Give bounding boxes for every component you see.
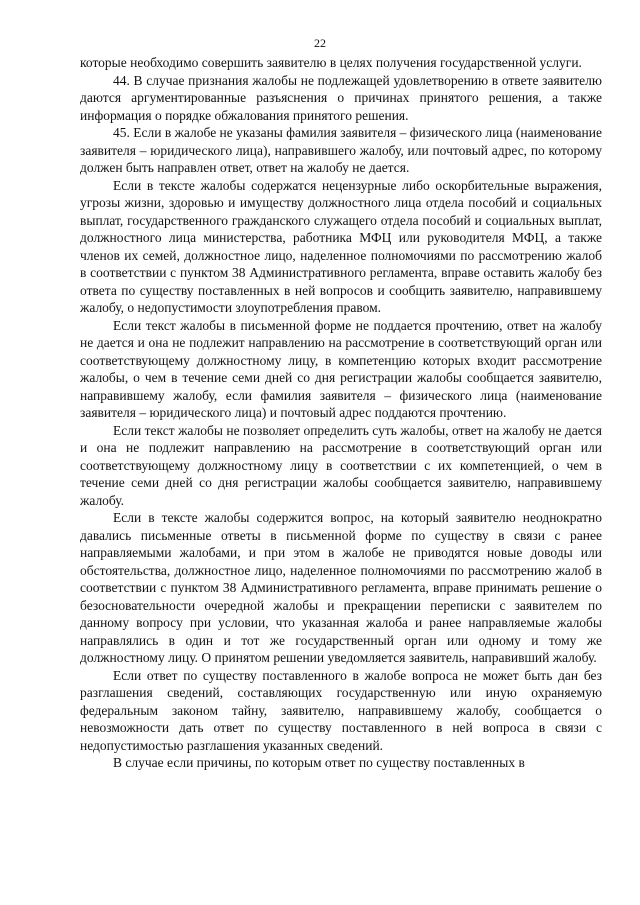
paragraph: которые необходимо совершить заявителю в целях получения государственной услуги. (80, 55, 582, 70)
document-body (80, 54, 602, 772)
paragraph: Если текст жалобы не позволяет определить суть жалобы, ответ на жалобу не дается и она не подлежит направлению на рассмотрение в соответствующий орган или соответствующему должностному лицу в соответствии с их компетенцией, о чем в течение семи дней со дня регистрации жалобы сообщается заявителю, направившему жалобу. (80, 422, 602, 508)
paragraph: 44. В случае признания жалобы не подлежащей удовлетворению в ответе заявителю даются аргументированные разъяснения о причинах принятого решения, а также информация о порядке обжалования принятого решения. (80, 72, 602, 123)
paragraph: Если в тексте жалобы содержится вопрос, на который заявителю неоднократно давались письменные ответы в письменной форме по существу в связи с ранее направляемыми жалобами, и при этом в жалобе не приводятся новые доводы или обстоятельства, должностное лицо, наделенное полномочиями по рассмотрению жалоб в соответствии с пунктом 38 Административного регламента, вправе принимать решение о безосновательности очередной жалобы и прекращении переписки с заявителем по данному вопросу при условии, что указанная жалоба и ранее направляемые жалобы направлялись в один и тот же государственный орган или одному и тому же должностному лицу. О принятом решении уведомляется заявитель, направивший жалобу. (80, 510, 602, 665)
page-number: 22 (314, 36, 326, 50)
paragraph: Если в тексте жалобы содержатся нецензурные либо оскорбительные выражения, угрозы жизни, здоровью и имуществу должностного лица отдела пособий и социальных выплат, государственного гражданского служащего отдела пособий и социальных выплат, должностного лица министерства, работника МФЦ или руководителя МФЦ, а также членов их семей, должностное лицо, наделенное полномочиями по рассмотрению жалоб в соответствии с пунктом 38 Административного регламента, вправе оставить жалобу без ответа по существу поставленных в ней вопросов и сообщить заявителю, направившему жалобу, о недопустимости злоупотребления правом. (80, 177, 602, 315)
paragraph: Если ответ по существу поставленного в жалобе вопроса не может быть дан без разглашения сведений, составляющих государственную или иную охраняемую федеральным законом тайну, заявителю, направившему жалобу, сообщается о невозможности дать ответ по существу поставленного в ней вопроса в связи с недопустимостью разглашения указанных сведений. (80, 667, 602, 753)
paragraph: В случае если причины, по которым ответ по существу поставленных в (113, 755, 525, 770)
paragraph: 45. Если в жалобе не указаны фамилия заявителя – физического лица (наименование заявителя – юридического лица), направившего жалобу, или почтовый адрес, по которому должен быть направлен ответ, ответ на жалобу не дается. (80, 125, 602, 175)
paragraph: Если текст жалобы в письменной форме не поддается прочтению, ответ на жалобу не дается и она не подлежит направлению на рассмотрение в соответствующий орган или соответствующему должностному лицу, в компетенцию которых входит рассмотрение жалобы, о чем в течение семи дней со дня регистрации жалобы сообщается заявителю, направившему жалобу, если фамилия заявителя – физического лица (наименование заявителя – юридического лица) и почтовый адрес поддаются прочтению. (80, 317, 602, 420)
